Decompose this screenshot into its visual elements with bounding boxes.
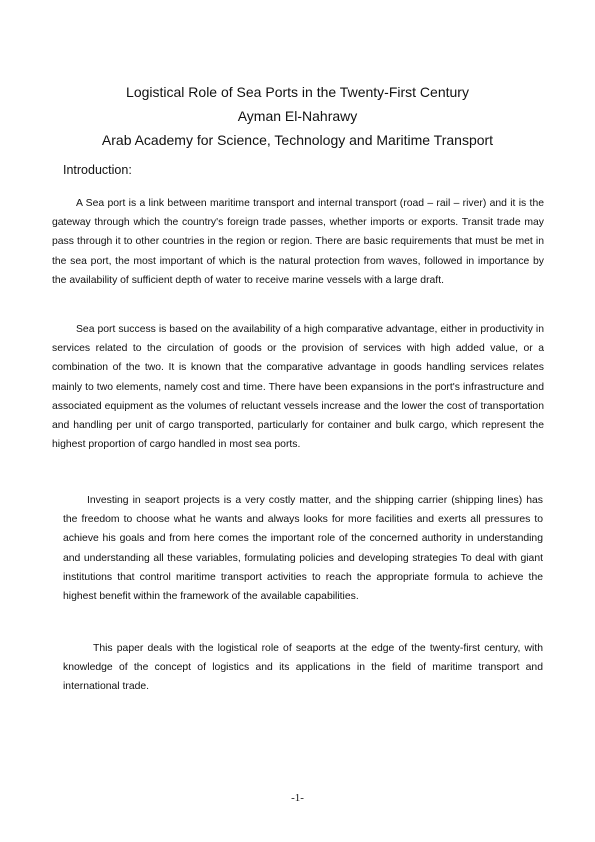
author-affiliation: Arab Academy for Science, Technology and Maritime Transport	[101, 132, 494, 148]
page-number: -1-	[291, 792, 304, 804]
paragraph-2: Sea port success is based on the availability of a high comparative advantage, either in productivity in services related to the circulation of goods or the provision of services with high added value, or a combination of the two. It is known that the comparative advantage in goods handling services relates mainly to two elements, namely cost and time. There have been expansions in the port's infrastructure and associated equipment as the volumes of reluctant vessels increase and the lower the cost of transportation and handling per unit of cargo transported, particularly for container and bulk cargo, which represent the highest proportion of cargo handled in most sea ports.	[52, 324, 544, 451]
author-name: Ayman El-Nahrawy	[237, 108, 358, 124]
title-block	[0, 80, 595, 152]
paragraph-4: This paper deals with the logistical role of seaports at the edge of the twenty-first century, with knowledge of the concept of logistics and its applications in the field of maritime transport and international trade.	[63, 643, 543, 693]
document-title: Logistical Role of Sea Ports in the Twenty-First Century	[126, 84, 469, 100]
paragraph-1: A Sea port is a link between maritime transport and internal transport (road – rail – river) and it is the gateway through which the country's foreign trade passes, whether imports or exports. Transit trade may pass through it to other countries in the region or region. There are basic requirements that must be met in the sea port, the most important of which is the natural protection from waves, followed in importance by the availability of sufficient depth of water to receive marine vessels with a large draft.	[52, 198, 544, 286]
section-heading-introduction: Introduction:	[63, 163, 132, 177]
paragraph-3: Investing in seaport projects is a very costly matter, and the shipping carrier (shipping lines) has the freedom to choose what he wants and always looks for more facilities and exerts all pressures to achieve his goals and from here comes the important role of the concerned authority in understanding and understanding all these variables, formulating policies and developing strategies To deal with giant institutions that control maritime transport activities to reach the appropriate formula to achieve the highest benefit within the framework of the available capabilities.	[63, 495, 543, 603]
